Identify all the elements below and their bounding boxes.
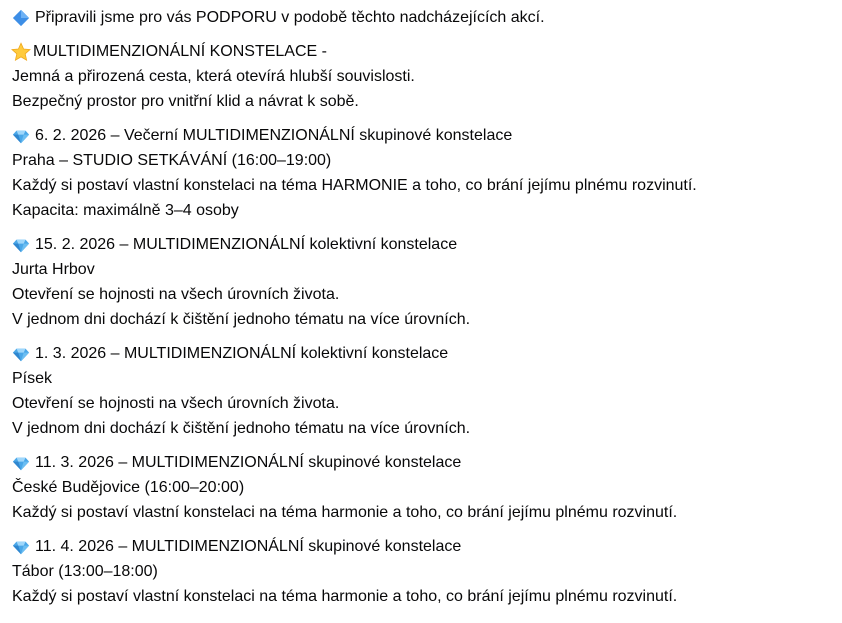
event-line: Tábor (13:00–18:00) — [12, 563, 158, 580]
blue-diamond-icon — [12, 9, 30, 27]
main-title: MULTIDIMENZIONÁLNÍ KONSTELACE - — [33, 43, 327, 60]
main-line: Jemná a přirozená cesta, která otevírá hlubší souvislosti. — [12, 68, 415, 85]
gem-icon — [12, 454, 30, 472]
star-icon — [11, 42, 31, 62]
gem-icon — [12, 236, 30, 254]
event-line: České Budějovice (16:00–20:00) — [12, 479, 245, 496]
event-title: 15. 2. 2026 – MULTIDIMENZIONÁLNÍ kolektivní konstelace — [35, 236, 458, 253]
gem-icon — [12, 538, 30, 556]
event-line: V jednom dni dochází k čištění jednoho tématu na více úrovních. — [12, 311, 471, 328]
event-line: Praha – STUDIO SETKÁVÁNÍ (16:00–19:00) — [12, 152, 332, 169]
main-block — [12, 39, 842, 114]
event-line: V jednom dni dochází k čištění jednoho tématu na více úrovních. — [12, 420, 471, 437]
main-line: Bezpečný prostor pro vnitřní klid a návrat k sobě. — [12, 93, 359, 110]
event-title: 1. 3. 2026 – MULTIDIMENZIONÁLNÍ kolektivní konstelace — [35, 345, 449, 362]
event-title-line — [12, 123, 842, 148]
intro-line — [12, 5, 842, 30]
event-title: 6. 2. 2026 – Večerní MULTIDIMENZIONÁLNÍ skupinové konstelace — [35, 127, 513, 144]
event-line: Písek — [12, 370, 53, 387]
event-block — [12, 232, 842, 332]
event-title: 11. 4. 2026 – MULTIDIMENZIONÁLNÍ skupinové konstelace — [35, 538, 462, 555]
event-line: Jurta Hrbov — [12, 261, 95, 278]
event-title: 11. 3. 2026 – MULTIDIMENZIONÁLNÍ skupinové konstelace — [35, 454, 462, 471]
gem-icon — [12, 127, 30, 145]
event-block — [12, 341, 842, 441]
event-block — [12, 123, 842, 223]
event-line: Každý si postaví vlastní konstelaci na téma harmonie a toho, co brání jejímu plnému rozvinutí. — [12, 504, 678, 521]
gem-icon — [12, 345, 30, 363]
event-title-line — [12, 534, 842, 559]
event-block — [12, 534, 842, 609]
intro-text: Připravili jsme pro vás PODPORU v podobě těchto nadcházejících akcí. — [35, 9, 545, 26]
event-block — [12, 450, 842, 525]
event-line: Otevření se hojnosti na všech úrovních života. — [12, 286, 340, 303]
event-title-line — [12, 232, 842, 257]
main-title-line — [12, 39, 842, 64]
event-title-line — [12, 450, 842, 475]
intro-block — [12, 5, 842, 30]
event-line: Každý si postaví vlastní konstelaci na téma harmonie a toho, co brání jejímu plnému rozvinutí. — [12, 588, 678, 605]
event-line: Kapacita: maximálně 3–4 osoby — [12, 202, 239, 219]
event-title-line — [12, 341, 842, 366]
event-line: Každý si postaví vlastní konstelaci na téma HARMONIE a toho, co brání jejímu plnému rozvinutí. — [12, 177, 697, 194]
event-line: Otevření se hojnosti na všech úrovních života. — [12, 395, 340, 412]
